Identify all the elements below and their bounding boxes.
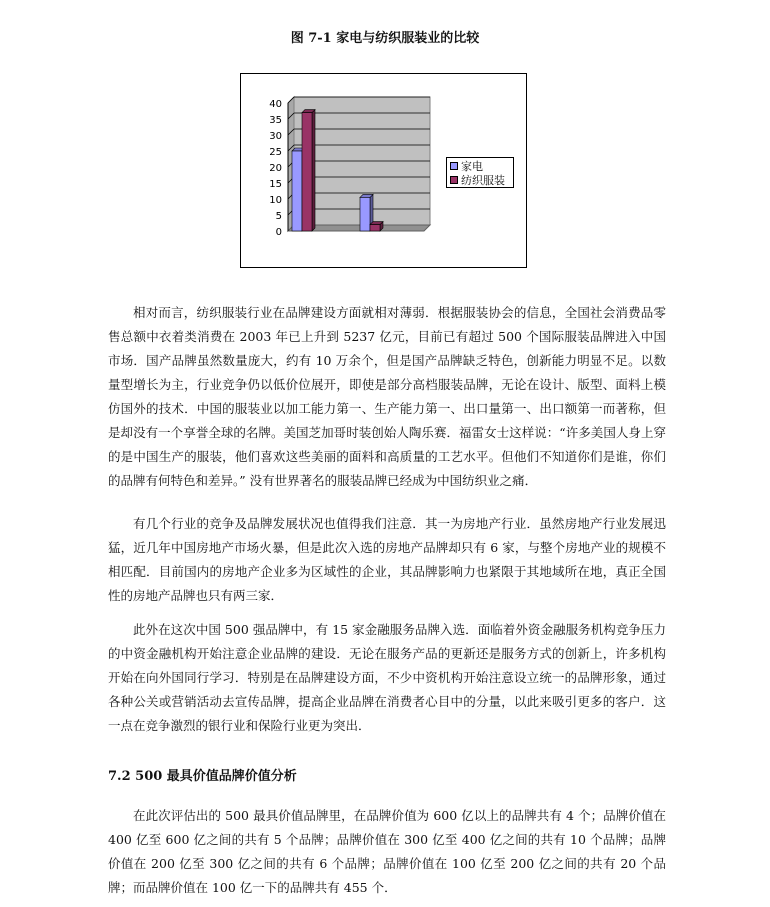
paragraph-real-estate: 有几个行业的竞争及品牌发展状况也值得我们注意．其一为房地产行业．虽然房地产行业发展迅猛，近几年中国房地产市场火暴，但是此次入选的房地产品牌却只有 6 家，与整个房地产业的规模不相匹配．目前国内的房地产企业多为区域性的企业，其品牌影响力也紧限于其地域所在地，真正全国性的房地产品牌也只有两三家．	[108, 516, 666, 603]
legend-swatch-appliance	[450, 162, 458, 170]
y-tick-label: 20	[269, 163, 282, 174]
legend-label-textile: 纺织服装	[461, 174, 505, 187]
legend-label-appliance: 家电	[461, 160, 483, 173]
paragraph-textile: 相对而言，纺织服装行业在品牌建设方面就相对薄弱．根据服装协会的信息，全国社会消费品零售总额中衣着类消费在 2003 年已上升到 5237 亿元，目前已有超过 500 个国际服装品牌进入中国市场．国产品牌虽然数量庞大，约有 10 万余个，但是国产品牌缺乏特色，创新能力明显不足。以数量型增长为主，行业竞争仍以低价位展开，即使是部分高档服装品牌，无论在设计、版型、面料上模仿国外的技术．中国的服装业以加工能力第一、生产能力第一、出口量第一、出口额第一而著称，但是却没有一个享誉全球的名牌。美国芝加哥时装创始人陶乐赛．福雷女士这样说：“许多美国人身上穿的是中国生产的服装，他们喜欢这些美丽的面料和高质量的工艺水平。但他们不知道你们是谁，你们的品牌有何特色和差异。” 没有世界著名的服装品牌已经成为中国纺织业之痛．	[108, 305, 666, 488]
y-tick-label: 40	[269, 99, 282, 110]
bar	[370, 225, 380, 231]
y-tick-label: 25	[269, 147, 282, 158]
chart-legend	[446, 157, 514, 188]
figure-title: 图 7-1 家电与纺织服装业的比较	[290, 31, 480, 46]
y-tick-label: 0	[275, 227, 282, 238]
bar-side	[312, 110, 315, 231]
y-tick-label: 10	[269, 195, 282, 206]
y-tick-label: 5	[275, 211, 282, 222]
y-tick-label: 35	[269, 115, 282, 126]
chart-area	[240, 73, 527, 268]
y-tick-label: 15	[269, 179, 282, 190]
paragraph-finance: 此外在这次中国 500 强品牌中，有 15 家金融服务品牌入选．面临着外资金融服务机构竞争压力的中资金融机构开始注意企业品牌的建设．无论在服务产品的更新还是服务方式的创新上，许多机构开始在向外国同行学习．特别是在品牌建设方面，不少中资机构开始注意设立统一的品牌形象，通过各种公关或营销活动去宣传品牌，提高企业品牌在消费者心目中的分量，以此来吸引更多的客户．这一点在竞争激烈的银行业和保险行业更为突出．	[108, 622, 666, 733]
legend-swatch-textile	[450, 176, 458, 184]
bar	[302, 113, 312, 231]
paragraph-brand-value: 在此次评估出的 500 最具价值品牌里，在品牌价值为 600 亿以上的品牌共有 4 个；品牌价值在 400 亿至 600 亿之间的共有 5 个品牌；品牌价值在 300 亿至 400 亿之间的共有 10 个品牌；品牌价值在 200 亿至 300 亿之间的共有 6 个品牌；品牌价值在 100 亿至 200 亿之间的共有 20 个品牌；而品牌价值在 100 亿一下的品牌共有 455 个．	[108, 808, 666, 895]
section-heading: 7.2 500 最具价值品牌价值分析	[108, 769, 297, 784]
legend-item-textile	[450, 173, 510, 187]
bar	[360, 197, 370, 231]
y-tick-label: 30	[269, 131, 282, 142]
legend-item-appliance	[450, 159, 510, 173]
bar	[292, 151, 302, 231]
